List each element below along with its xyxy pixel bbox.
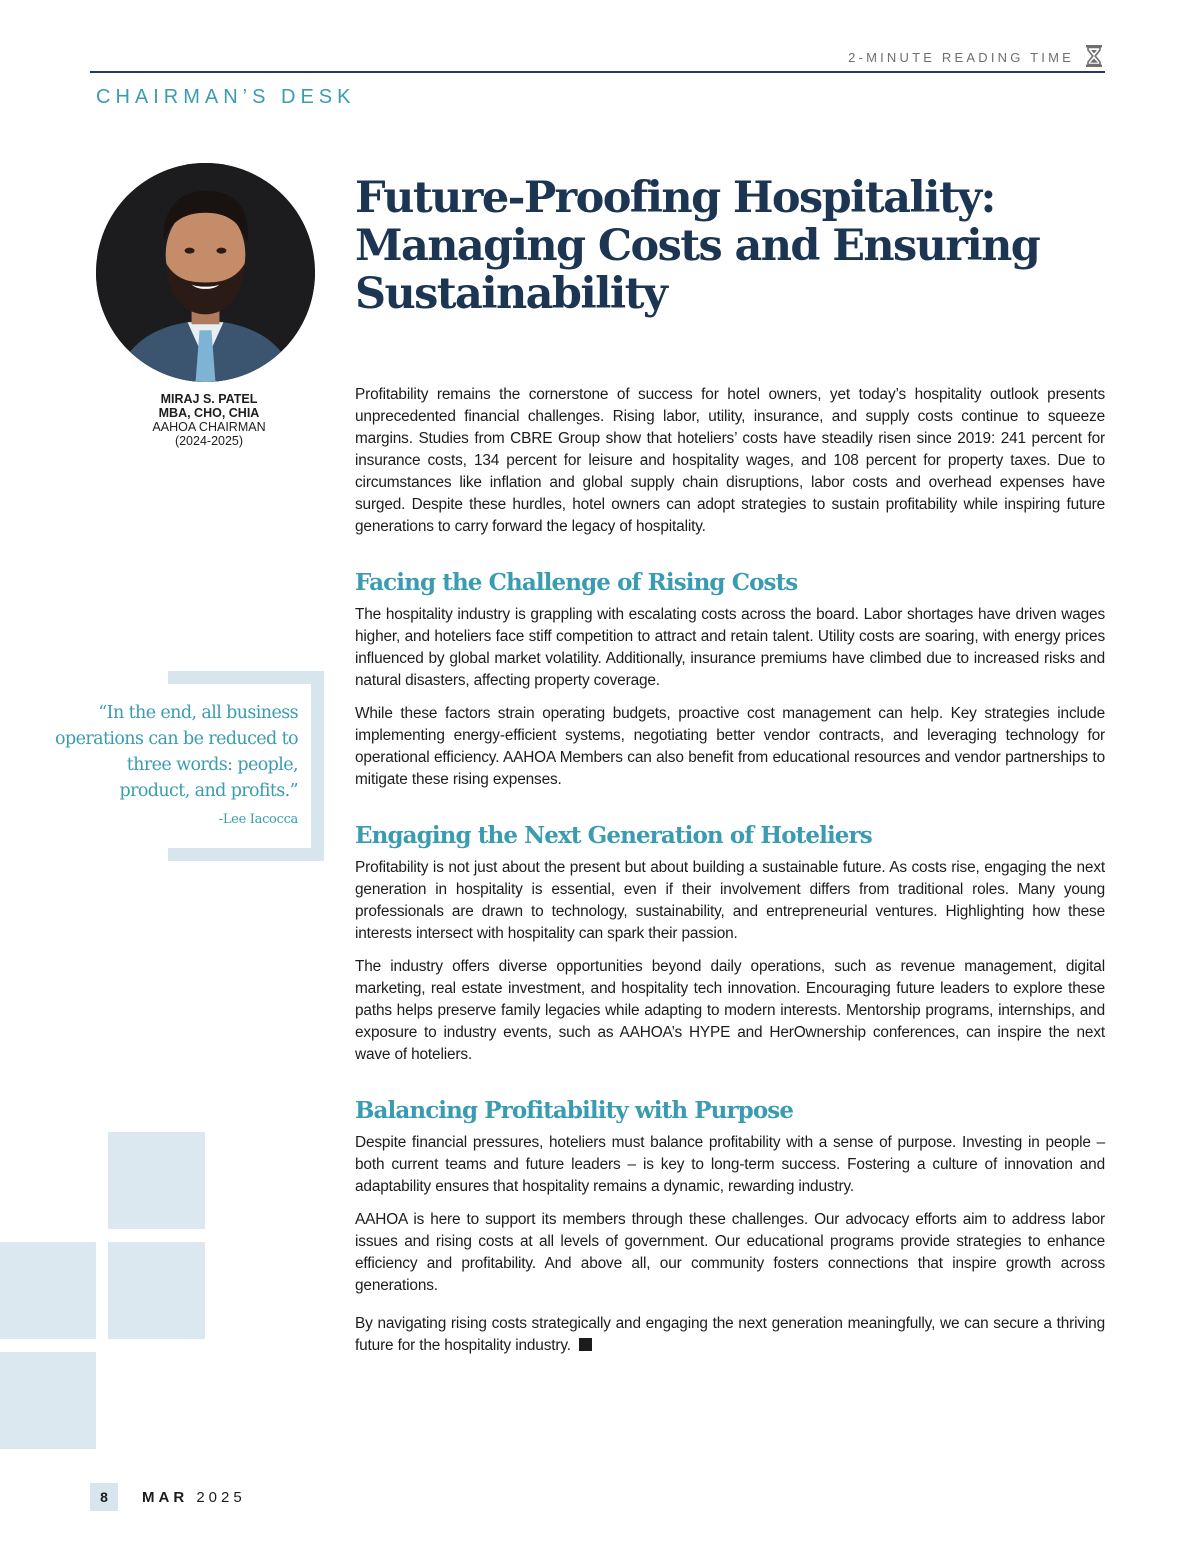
author-term: (2024-2025) [174,434,244,448]
header-rule [90,71,1105,73]
pull-quote-attribution: -Lee Iacocca [218,812,298,827]
issue-year: 2025 [196,1488,246,1506]
issue-date [142,1489,246,1506]
body-paragraph: Profitability is not just about the present but about building a sustainable future. As costs rise, engaging the next generation in hospitality is essential, even if their involvement differs from traditional roles. Many young professionals are drawn to technology, sustainability, and entrepreneurial ventures. Highlighting how these interests intersect with hospitality can spark their passion. [355,859,1105,942]
closing-paragraph [355,1313,1105,1357]
author-name: MIRAJ S. PATEL [160,392,258,406]
page-number: 8 [90,1483,118,1511]
article-intro: Profitability remains the cornerstone of success for hotel owners, yet today’s hospitality outlook presents unprecedented financial challenges. Rising labor, utility, insurance, and supply costs continue to squeeze margins. Studies from CBRE Group show that hoteliers’ costs have steadily risen since 2019: 241 percent for insurance costs, 134 percent for leisure and hospitality wages, and 108 percent for property taxes. Due to circumstances like inflation and global supply chain disruptions, labor costs and overhead expenses have surged. Despite these hurdles, hotel owners can adopt strategies to sustain profitability while inspiring future generations to carry forward the legacy of hospitality. [355,386,1105,535]
author-title: AAHOA CHAIRMAN [152,420,266,434]
reading-time-label: 2-MINUTE READING TIME [848,50,1074,65]
pull-quote [55,684,311,848]
author-byline [96,392,322,448]
body-paragraph: The industry offers diverse opportunities beyond daily operations, such as revenue management, digital marketing, real estate investment, and hospitality tech innovation. Encouraging future leaders to explore these paths helps preserve family legacies while adapting to modern interests. Mentorship programs, internships, and exposure to industry events, such as AAHOA’s HYPE and HerOwnership conferences, can inspire the next wave of hoteliers. [355,958,1105,1063]
pull-quote-text: “In the end, all business operations can be reduced to three words: people, product, and profits.” [55,703,298,801]
article-body [355,384,1105,1368]
body-paragraph: AAHOA is here to support its members through these challenges. Our advocacy efforts aim to address labor issues and rising costs at all levels of government. Our educational programs provide strategies to enhance efficiency and profitability. And above all, our community fosters connections that inspire growth across generations. [355,1211,1105,1294]
closing-text: By navigating rising costs strategically and engaging the next generation meaningfully, we can secure a thriving future for the hospitality industry. [355,1315,1105,1354]
section-heading: Balancing Profitability with Purpose [355,1097,794,1124]
decorative-square [0,1242,96,1339]
decorative-square [0,1352,96,1449]
decorative-square [108,1242,205,1339]
body-paragraph: Despite financial pressures, hoteliers must balance profitability with a sense of purpose. Investing in people – both current teams and future leaders – is key to long-term success. Fostering a culture of innovation and adaptability ensures that hospitality remains a dynamic, rewarding industry. [355,1134,1105,1195]
section-label: CHAIRMAN’S DESK [96,86,356,108]
article-title: Future-Proofing Hospitality: Managing Costs and Ensuring Sustainability [355,173,1040,319]
section-heading: Facing the Challenge of Rising Costs [355,569,798,596]
reading-time [848,44,1104,71]
author-credentials: MBA, CHO, CHIA [158,406,260,420]
hourglass-icon [1084,44,1104,71]
section-heading: Engaging the Next Generation of Hoteliers [355,822,872,849]
decorative-square [108,1132,205,1229]
body-paragraph: While these factors strain operating budgets, proactive cost management can help. Key strategies include implementing energy-efficient systems, negotiating better vendor contracts, and leveraging technology for operational efficiency. AAHOA Members can also benefit from educational resources and vendor partnerships to mitigate these rising expenses. [355,705,1105,788]
end-mark-icon [579,1338,592,1351]
issue-month: MAR [142,1488,189,1506]
author-portrait [96,163,315,382]
body-paragraph: The hospitality industry is grappling with escalating costs across the board. Labor shortages have driven wages higher, and hoteliers face stiff competition to attract and retain talent. Utility costs are soaring, with energy prices influenced by global market volatility. Additionally, insurance premiums have climbed due to increased risks and natural disasters, affecting property coverage. [355,606,1105,689]
page-footer [90,1483,246,1511]
